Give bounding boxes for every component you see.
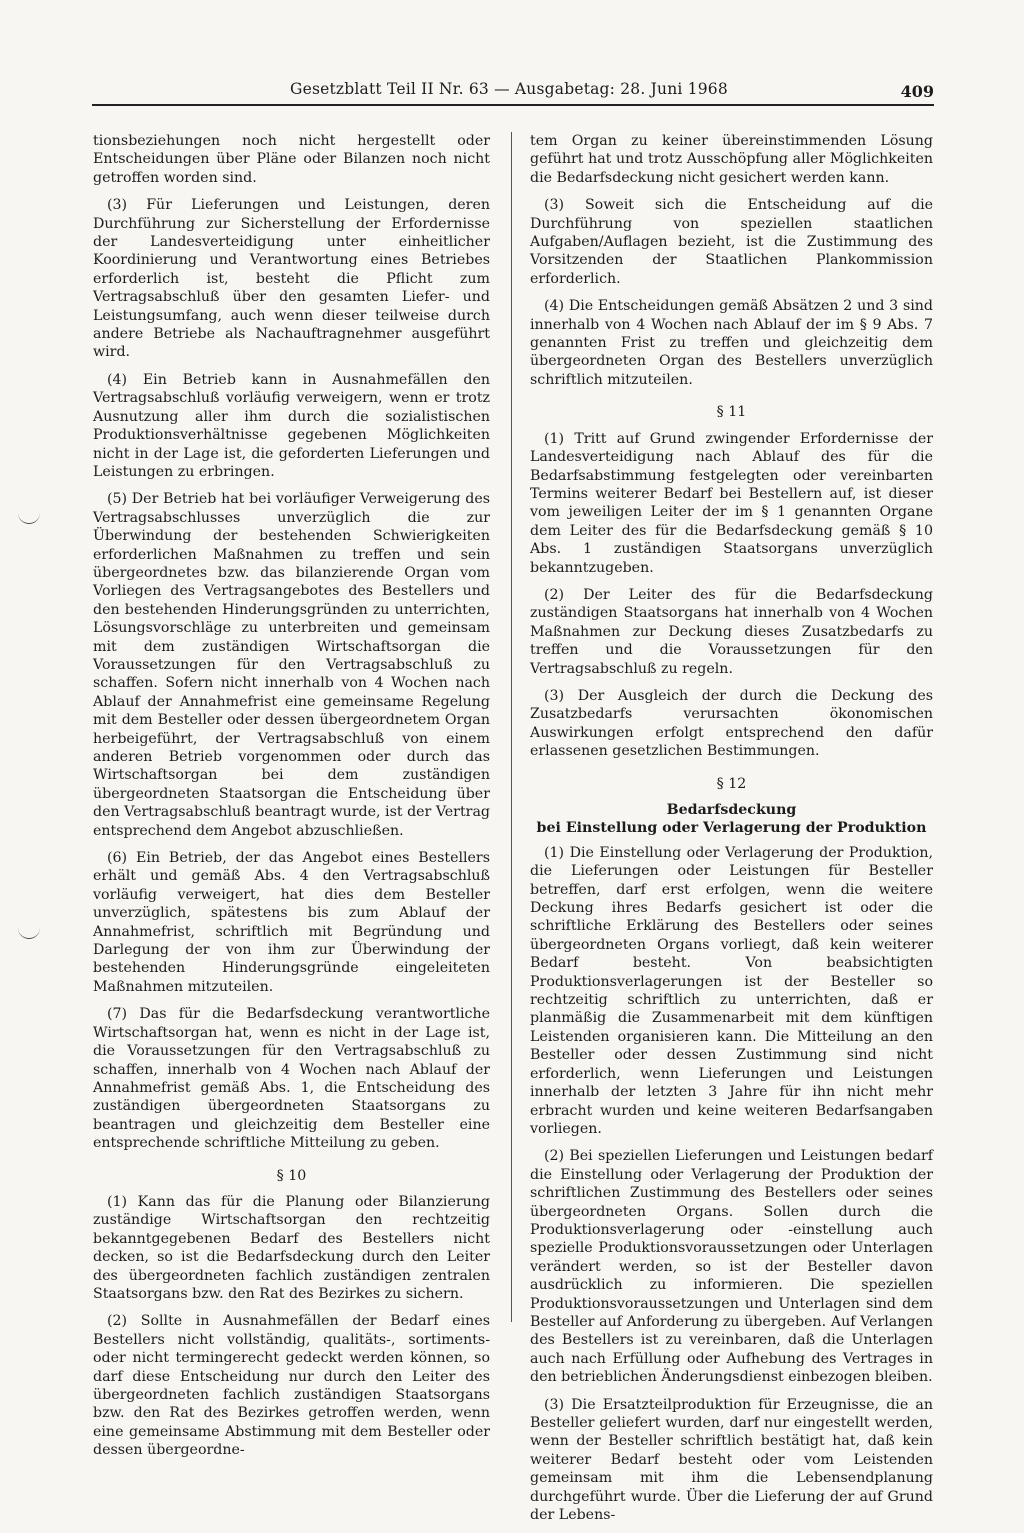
paragraph: (4) Die Entscheidungen gemäß Absätzen 2 und 3 sind innerhalb von 4 Wochen nach Ablauf der im § 9 Abs. 7 genannten Frist zu treffen und gleichzeitig dem übergeordneten Organ des Bestellers unverzüglich schriftlich mitzuteilen. <box>530 298 933 388</box>
paragraph: tionsbeziehungen noch nicht hergestellt oder Entscheidungen über Pläne oder Bilanzen noch nicht getroffen worden sind. <box>93 133 490 186</box>
paragraph: (3) Die Ersatzteilproduktion für Erzeugnisse, die an Besteller geliefert wurden, darf nur eingestellt werden, wenn der Besteller schriftlich bestätigt hat, daß kein weiterer Bedarf besteht oder vom Leistenden gemeinsam mit ihm die Lebensendplanung durchgeführt wurde. Über die Lieferung der auf Grund der Lebens- <box>530 1396 933 1524</box>
paragraph: (4) Ein Betrieb kann in Ausnahmefällen den Vertragsabschluß vorläufig verweigern, wenn er trotz Ausnutzung aller ihm durch die sozialistischen Produktionsverhältnisse gegebenen Möglichkeiten nicht in der Lage ist, die geforderten Lieferungen und Leistungen zu erbringen. <box>93 371 490 480</box>
section-heading-11: § 11 <box>716 404 747 421</box>
margin-mark <box>18 513 40 524</box>
paragraph: (2) Sollte in Ausnahmefällen der Bedarf eines Bestellers nicht vollständig, qualitäts-, sortiments- oder nicht termingerecht gedeckt werden können, so darf diese Entscheidung nur durch den Leiter des übergeordneten fachlich zuständigen Staatsorgans bzw. den Rat des Bezirkes getroffen werden, wenn eine gemeinsame Abstimmung mit dem Besteller oder dessen übergeordne- <box>93 1313 490 1459</box>
paragraph: (6) Ein Betrieb, der das Angebot eines Bestellers erhält und gemäß Abs. 4 den Vertragsabschluß vorläufig verweigert, hat dies dem Besteller unverzüglich, spätestens bis zum Ablauf der Annahmefrist, schriftlich mit Begründung und Darlegung der von ihm zur Überwindung der bestehenden Hinderungsgründe eingeleiteten Maßnahmen mitzuteilen. <box>93 850 490 995</box>
page-header <box>92 74 934 106</box>
margin-mark <box>18 928 40 939</box>
paragraph: (5) Der Betrieb hat bei vorläufiger Verweigerung des Vertragsabschlusses unverzüglich die zur Überwindung der bestehenden Schwierigkeiten erforderlichen Maßnahmen zu treffen und sein übergeordnetes bzw. das bilanzierende Organ vom Vorliegen des Vertragsangebotes des Bestellers und den bestehenden Hinderungsgründen zu unterrichten, Lösungsvorschläge zu unterbreiten und gemeinsam mit dem zuständigen Wirtschaftsorgan die Voraussetzungen für den Vertragsabschluß zu schaffen. Sofern nicht innerhalb von 4 Wochen nach Ablauf der Annahmefrist eine gemeinsame Regelung mit dem Besteller oder dessen übergeordnetem Organ herbeigeführt, der Vertragsabschluß von einem anderen Betrieb vorgenommen oder durch das Wirtschaftsorgan bei dem zuständigen übergeordneten Staatsorgan die Entscheidung über den Vertragsabschluß beantragt wurde, ist der Vertrag entsprechend dem Angebot abzuschließen. <box>93 491 490 839</box>
paragraph: (7) Das für die Bedarfsdeckung verantwortliche Wirtschaftsorgan hat, wenn es nicht in der Lage ist, die Voraussetzungen für den Vertragsabschluß zu schaffen, innerhalb von 4 Wochen nach Ablauf der Annahmefrist gemäß Abs. 1, die Entscheidung des zuständigen übergeordneten Staatsorgans zu beantragen und gleichzeitig dem Besteller eine entsprechende schriftliche Mitteilung zu geben. <box>93 1006 490 1152</box>
paragraph: (3) Soweit sich die Entscheidung auf die Durchführung von speziellen staatlichen Aufgaben/Auflagen bezieht, ist die Zustimmung des Vorsitzenden der Staatlichen Plankommission erforderlich. <box>530 197 933 287</box>
page-number: 409 <box>900 82 934 101</box>
section-heading-12: § 12 <box>716 775 747 792</box>
paragraph: (2) Der Leiter des für die Bedarfsdeckung zuständigen Staatsorgans hat innerhalb von 4 Wochen Maßnahmen zur Deckung dieses Zusatzbedarfs zu treffen und die Voraussetzungen für den Vertragsabschluß zu regeln. <box>530 586 933 677</box>
paragraph: (3) Für Lieferungen und Leistungen, deren Durchführung zur Sicherstellung der Erfordernisse der Landesverteidigung unter einheitlicher Koordinierung und Verantwortung eines Betriebes erforderlich ist, besteht die Pflicht zum Vertragsabschluß über den gesamten Liefer- und Leistungsumfang, auch wenn dieser teilweise durch andere Betriebe als Nachauftragnehmer ausgeführt wird. <box>93 197 490 361</box>
paragraph: tem Organ zu keiner übereinstimmenden Lösung geführt hat und trotz Ausschöpfung aller Möglichkeiten die Bedarfsdeckung nicht gesichert werden kann. <box>530 133 933 186</box>
section-title: Bedarfsdeckung <box>666 802 797 818</box>
section-heading-10: § 10 <box>276 1167 307 1184</box>
left-column <box>93 132 490 1469</box>
column-divider <box>511 132 512 1322</box>
paragraph: (1) Kann das für die Planung oder Bilanzierung zuständige Wirtschaftsorgan den rechtzeitig bekanntgegebenen Bedarf des Bestellers nicht decken, so ist die Bedarfsdeckung durch den Leiter des übergeordneten fachlich zuständigen zentralen Staatsorgans bzw. den Rat des Bezirkes zu sichern. <box>93 1193 490 1302</box>
paragraph: (1) Tritt auf Grund zwingender Erfordernisse der Landesverteidigung nach Ablauf des für die Bedarfsabstimmung festgelegten oder vereinbarten Termins weiterer Bedarf bei Bestellern auf, ist dieser vom jeweiligen Leiter der im § 1 genannten Organe dem Leiter des für die Bedarfsdeckung gemäß § 10 Abs. 1 zuständigen Staatsorgans unverzüglich bekanntzugeben. <box>530 430 933 576</box>
paragraph: (1) Die Einstellung oder Verlagerung der Produktion, die Lieferungen oder Leistungen für Besteller betreffen, darf erst erfolgen, wenn die weitere Deckung ihres Bedarfs gesichert ist oder die schriftliche Erklärung des Bestellers oder seines übergeordneten Organs vorliegt, daß kein weiterer Bedarf besteht. Von beabsichtigten Produktionsverlagerungen ist der Besteller so rechtzeitig schriftlich zu unterrichten, daß er planmäßig die Zusammenarbeit mit dem künftigen Leistenden organisieren kann. Die Mitteilung an den Besteller oder dessen Zustimmung sind nicht erforderlich, wenn Lieferungen und Leistungen innerhalb der letzten 3 Jahre für ihn nicht mehr erbracht wurden und keine weiteren Bedarfsangaben vorliegen. <box>530 844 933 1137</box>
section-subtitle: bei Einstellung oder Verlagerung der Produktion <box>536 820 927 837</box>
right-column <box>530 132 933 1533</box>
paragraph: (3) Der Ausgleich der durch die Deckung des Zusatzbedarfs verursachten ökonomischen Auswirkungen erfolgt entsprechend den dafür erlassenen gesetzlichen Bestimmungen. <box>530 687 933 760</box>
header-title: Gesetzblatt Teil II Nr. 63 — Ausgabetag: 28. Juni 1968 <box>290 80 728 98</box>
paragraph: (2) Bei speziellen Lieferungen und Leistungen bedarf die Einstellung oder Verlagerung der Produktion der schriftlichen Zustimmung des Bestellers oder seines übergeordneten Organs. Sollen durch die Produktionsverlagerung oder -einstellung auch spezielle Produktionsvoraussetzungen oder Unterlagen verändert werden, so ist der Besteller davon ausdrücklich zu informieren. Die speziellen Produktionsvoraussetzungen und Unterlagen sind dem Besteller auf Anforderung zu übergeben. Auf Verlangen des Bestellers ist zu vereinbaren, daß die Unterlagen auch nach Erfüllung oder Aufhebung des Vertrages in den betrieblichen Änderungsdienst einbezogen bleiben. <box>530 1148 933 1386</box>
